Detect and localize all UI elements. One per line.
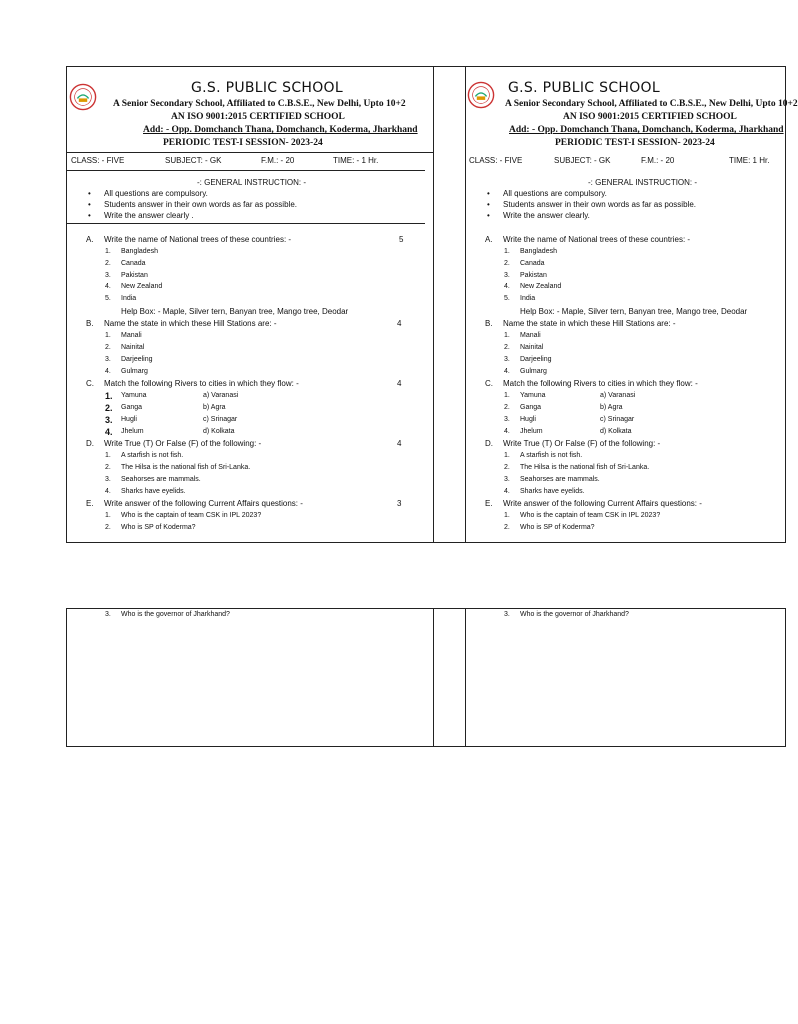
city-item: b) Agra [203,404,226,411]
instruction-item: • Write the answer clearly . [104,211,194,220]
list-item: 2. Canada [105,260,146,267]
list-item: 2. The Hilsa is the national fish of Sri-Lanka. [504,464,650,471]
school-iso: AN ISO 9001:2015 CERTIFIED SCHOOL [171,112,345,122]
instruction-item: • Write the answer clearly. [503,211,590,220]
school-logo-icon [467,81,495,109]
list-item: 4. Sharks have eyelids. [504,488,585,495]
test-sheet-top [66,66,798,543]
help-box: Help Box: - Maple, Silver tern, Banyan tree, Mango tree, Deodar [520,307,748,316]
header-divider [67,152,433,153]
list-item: 1. Bangladesh [504,248,557,255]
instruction-item: • All questions are compulsory. [503,189,607,198]
list-item: 2. Nainital [504,344,544,351]
list-item: 1. Who is the captain of team CSK in IPL 2023? [105,512,262,519]
class-label: CLASS: - FIVE [71,156,125,165]
list-item: 1. Manali [105,332,142,339]
river-item: 1. Yamuna [105,391,147,401]
right-copy [465,67,798,542]
instruction-item: • Students answer in their own words as far as possible. [503,200,696,209]
section-b-title: B. Name the state in which these Hill Stations are: - [86,319,277,328]
school-iso: AN ISO 9001:2015 CERTIFIED SCHOOL [563,112,737,122]
city-item: b) Agra [600,404,623,411]
school-name: G.S. PUBLIC SCHOOL [508,80,660,96]
list-item: 5. India [504,295,536,302]
section-c-marks: 4 [397,379,402,388]
subject-label: SUBJECT: - GK [165,156,222,165]
full-marks-label: F.M.: - 20 [641,156,675,165]
section-a-title: A. Write the name of National trees of these countries: - [86,235,292,244]
instruction-item: • Students answer in their own words as far as possible. [104,200,297,209]
list-item: 4. Sharks have eyelids. [105,488,186,495]
river-item: 4. Jhelum [105,427,144,437]
list-item: 3. Darjeeling [504,356,552,363]
list-item: 1. Manali [504,332,541,339]
section-e-title: E. Write answer of the following Current Affairs questions: - [485,499,702,508]
list-item: 2. Nainital [105,344,145,351]
section-d-marks: 4 [397,439,402,448]
meta-divider [67,170,425,171]
list-item: 3. Pakistan [504,272,547,279]
left-copy [67,67,433,542]
list-item: 4. New Zealand [105,283,163,290]
column-divider-left [433,609,434,746]
section-e-title: E. Write answer of the following Current Affairs questions: - [86,499,303,508]
section-c-title: C. Match the following Rivers to cities in which they flow: - [485,379,698,388]
river-item: 4. Jhelum [504,428,543,435]
list-item: 3. Who is the governor of Jharkhand? [504,611,629,618]
school-affiliation: A Senior Secondary School, Affiliated to C.B.S.E., New Delhi, Upto 10+2 [113,99,406,109]
river-item: 2. Ganga [105,403,143,413]
subject-label: SUBJECT: - GK [554,156,611,165]
school-affiliation: A Senior Secondary School, Affiliated to C.B.S.E., New Delhi, Upto 10+2 [505,99,798,109]
list-item: 3. Seahorses are mammals. [504,476,600,483]
test-sheet-continuation [66,608,786,747]
list-item: 3. Darjeeling [105,356,153,363]
section-c-title: C. Match the following Rivers to cities in which they flow: - [86,379,299,388]
list-item: 5. India [105,295,137,302]
list-item: 1. A starfish is not fish. [105,452,184,459]
river-item: 2. Ganga [504,404,542,411]
section-d-title: D. Write True (T) Or False (F) of the following: - [86,439,262,448]
list-item: 1. A starfish is not fish. [504,452,583,459]
column-divider-right [465,609,466,746]
section-b-marks: 4 [397,319,402,328]
section-d-title: D. Write True (T) Or False (F) of the following: - [485,439,661,448]
section-a-marks: 5 [399,235,404,244]
school-name: G.S. PUBLIC SCHOOL [191,80,343,96]
city-item: a) Varanasi [203,392,239,399]
exam-title: PERIODIC TEST-I SESSION- 2023-24 [555,138,715,148]
list-item: 4. Gulmarg [504,368,547,375]
school-address: Add: - Opp. Domchanch Thana, Domchanch, Koderma, Jharkhand [509,125,784,135]
list-item: 2. Canada [504,260,545,267]
section-a-title: A. Write the name of National trees of these countries: - [485,235,691,244]
list-item: 4. Gulmarg [105,368,148,375]
full-marks-label: F.M.: - 20 [261,156,295,165]
instruction-divider [67,223,425,224]
city-item: d) Kolkata [600,428,632,435]
list-item: 2. Who is SP of Koderma? [105,524,196,531]
exam-title: PERIODIC TEST-I SESSION- 2023-24 [163,138,323,148]
list-item: 1. Who is the captain of team CSK in IPL 2023? [504,512,661,519]
river-item: 1. Yamuna [504,392,546,399]
general-instruction-title: -: GENERAL INSTRUCTION: - [197,178,307,187]
school-logo-icon [69,83,97,111]
city-item: d) Kolkata [203,428,235,435]
list-item: 1. Bangladesh [105,248,158,255]
list-item: 3. Pakistan [105,272,148,279]
section-b-title: B. Name the state in which these Hill Stations are: - [485,319,676,328]
general-instruction-title: -: GENERAL INSTRUCTION: - [588,178,698,187]
city-item: c) Srinagar [600,416,635,423]
help-box: Help Box: - Maple, Silver tern, Banyan tree, Mango tree, Deodar [121,307,349,316]
instruction-item: • All questions are compulsory. [104,189,208,198]
list-item: 4. New Zealand [504,283,562,290]
class-label: CLASS: - FIVE [469,156,523,165]
list-item: 2. Who is SP of Koderma? [504,524,595,531]
city-item: c) Srinagar [203,416,238,423]
list-item: 3. Who is the governor of Jharkhand? [105,611,230,618]
school-address: Add: - Opp. Domchanch Thana, Domchanch, Koderma, Jharkhand [143,125,418,135]
time-label: TIME: - 1 Hr. [333,156,379,165]
time-label: TIME: 1 Hr. [729,156,770,165]
section-e-marks: 3 [397,499,402,508]
column-divider-left [433,67,434,542]
city-item: a) Varanasi [600,392,636,399]
list-item: 2. The Hilsa is the national fish of Sri-Lanka. [105,464,251,471]
list-item: 3. Seahorses are mammals. [105,476,201,483]
river-item: 3. Hugli [504,416,536,423]
river-item: 3. Hugli [105,415,137,425]
